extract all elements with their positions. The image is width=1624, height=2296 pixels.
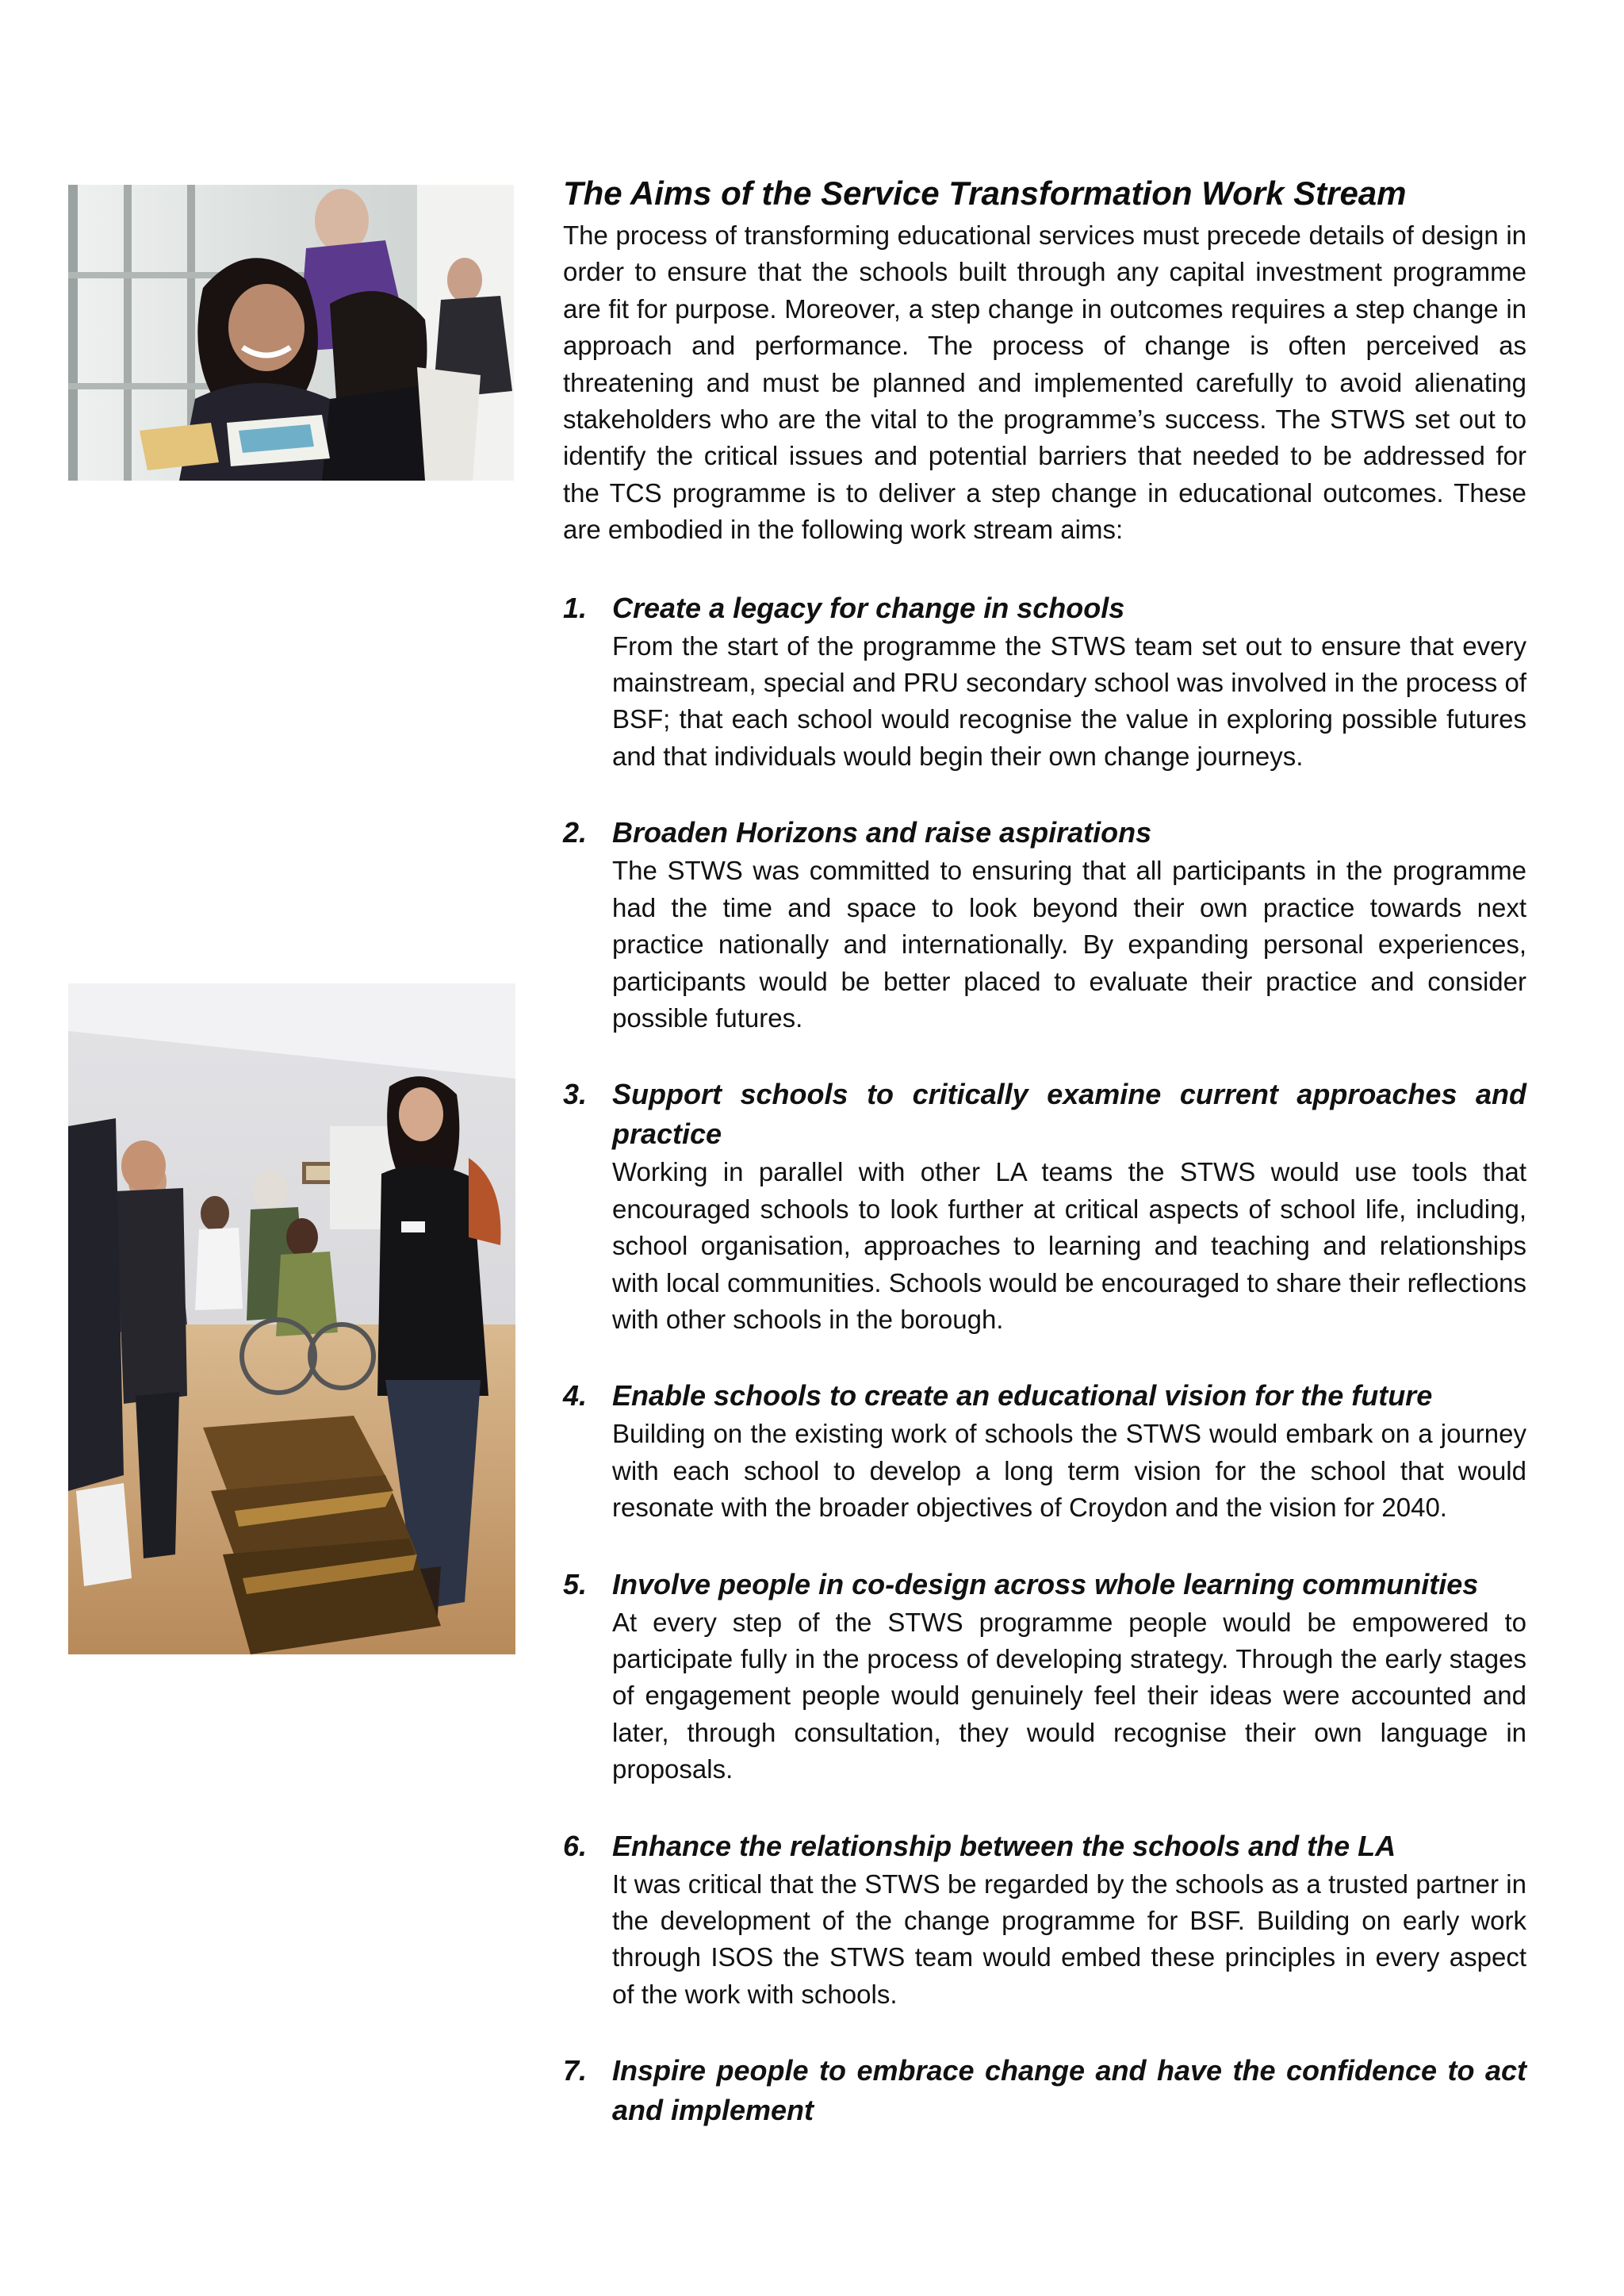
document-body: [563, 171, 1526, 2168]
page-title: The Aims of the Service Transformation Work Stream: [563, 174, 1407, 212]
aim-body: At every step of the STWS programme people would be empowered to participate fully in the process of developing strategy. Through the early stages of engagement people would genuinely feel their ideas were accounted and later, through consultation, they would recognise their own language in proposals.: [612, 1607, 1526, 1784]
aim-heading: Involve people in co-design across whole learning communities: [612, 1567, 1479, 1600]
aim-heading: Broaden Horizons and raise aspirations: [612, 816, 1152, 849]
photo-students-laughing: [68, 185, 514, 481]
aim-heading: Enable schools to create an educational vision for the future: [612, 1379, 1433, 1412]
aim-heading: Inspire people to embrace change and have the confidence to act and implement: [612, 2054, 1526, 2127]
aim-body: It was critical that the STWS be regarded by the schools as a trusted partner in the development of the change programme for BSF. Building on early work through ISOS the STWS team would embed these principles in every aspect of the work with schools.: [612, 1869, 1526, 2009]
aim-heading: Enhance the relationship between the schools and the LA: [612, 1829, 1396, 1862]
aim-number: 5.: [563, 1567, 588, 1600]
aim-number: 6.: [563, 1829, 588, 1862]
aim-number: 4.: [563, 1379, 588, 1412]
aim-body: From the start of the programme the STWS team set out to ensure that every mainstream, special and PRU secondary school was involved in the process of BSF; that each school would recognise the value in exploring possible futures and that individuals would begin their own change journeys.: [612, 631, 1526, 771]
aim-heading: Support schools to critically examine current approaches and practice: [612, 1078, 1526, 1151]
intro-paragraph: The process of transforming educational services must precede details of design in order to ensure that the schools built through any capital investment programme are fit for purpose. Moreover, a step change in outcomes requires a step change in approach and performance. The process of change is often perceived as threatening and must be planned and implemented carefully to avoid alienating stakeholders who are the vital to the programme’s success. The STWS set out to identify the critical issues and potential barriers that needed to be addressed for the TCS programme is to deliver a step change in educational outcomes. These are embodied in the following work stream aims:: [563, 220, 1526, 545]
aims-list: [563, 588, 1526, 2131]
aim-body: The STWS was committed to ensuring that all participants in the programme had the time and space to look beyond their own practice towards next practice nationally and internationally. By expanding personal experiences, participants would be better placed to evaluate their practice and consider possible futures.: [612, 856, 1526, 1033]
aim-item: [563, 588, 1526, 776]
aim-number: 1.: [563, 591, 588, 624]
photo-group-gallery-visit: [68, 983, 515, 1654]
aim-item: [563, 1826, 1526, 2014]
aim-body: Working in parallel with other LA teams the STWS would use tools that encouraged schools to look further at critical aspects of school life, including, school organisation, approaches to learning and teaching and relationships with local communities. Schools would be encouraged to share their reflections with other schools in the borough.: [612, 1157, 1526, 1334]
aim-body: Building on the existing work of schools the STWS would embark on a journey with each school to develop a long term vision for the school that would resonate with the broader objectives of Croydon and the vision for 2040.: [612, 1419, 1526, 1523]
aim-heading: Create a legacy for change in schools: [612, 591, 1125, 624]
aim-number: 7.: [563, 2054, 588, 2087]
aim-item: [563, 1376, 1526, 1526]
aim-item: [563, 1075, 1526, 1338]
aim-number: 3.: [563, 1078, 588, 1111]
aim-item: [563, 813, 1526, 1037]
aim-item: [563, 1565, 1526, 1788]
aim-number: 2.: [563, 816, 588, 849]
aim-item: [563, 2051, 1526, 2130]
